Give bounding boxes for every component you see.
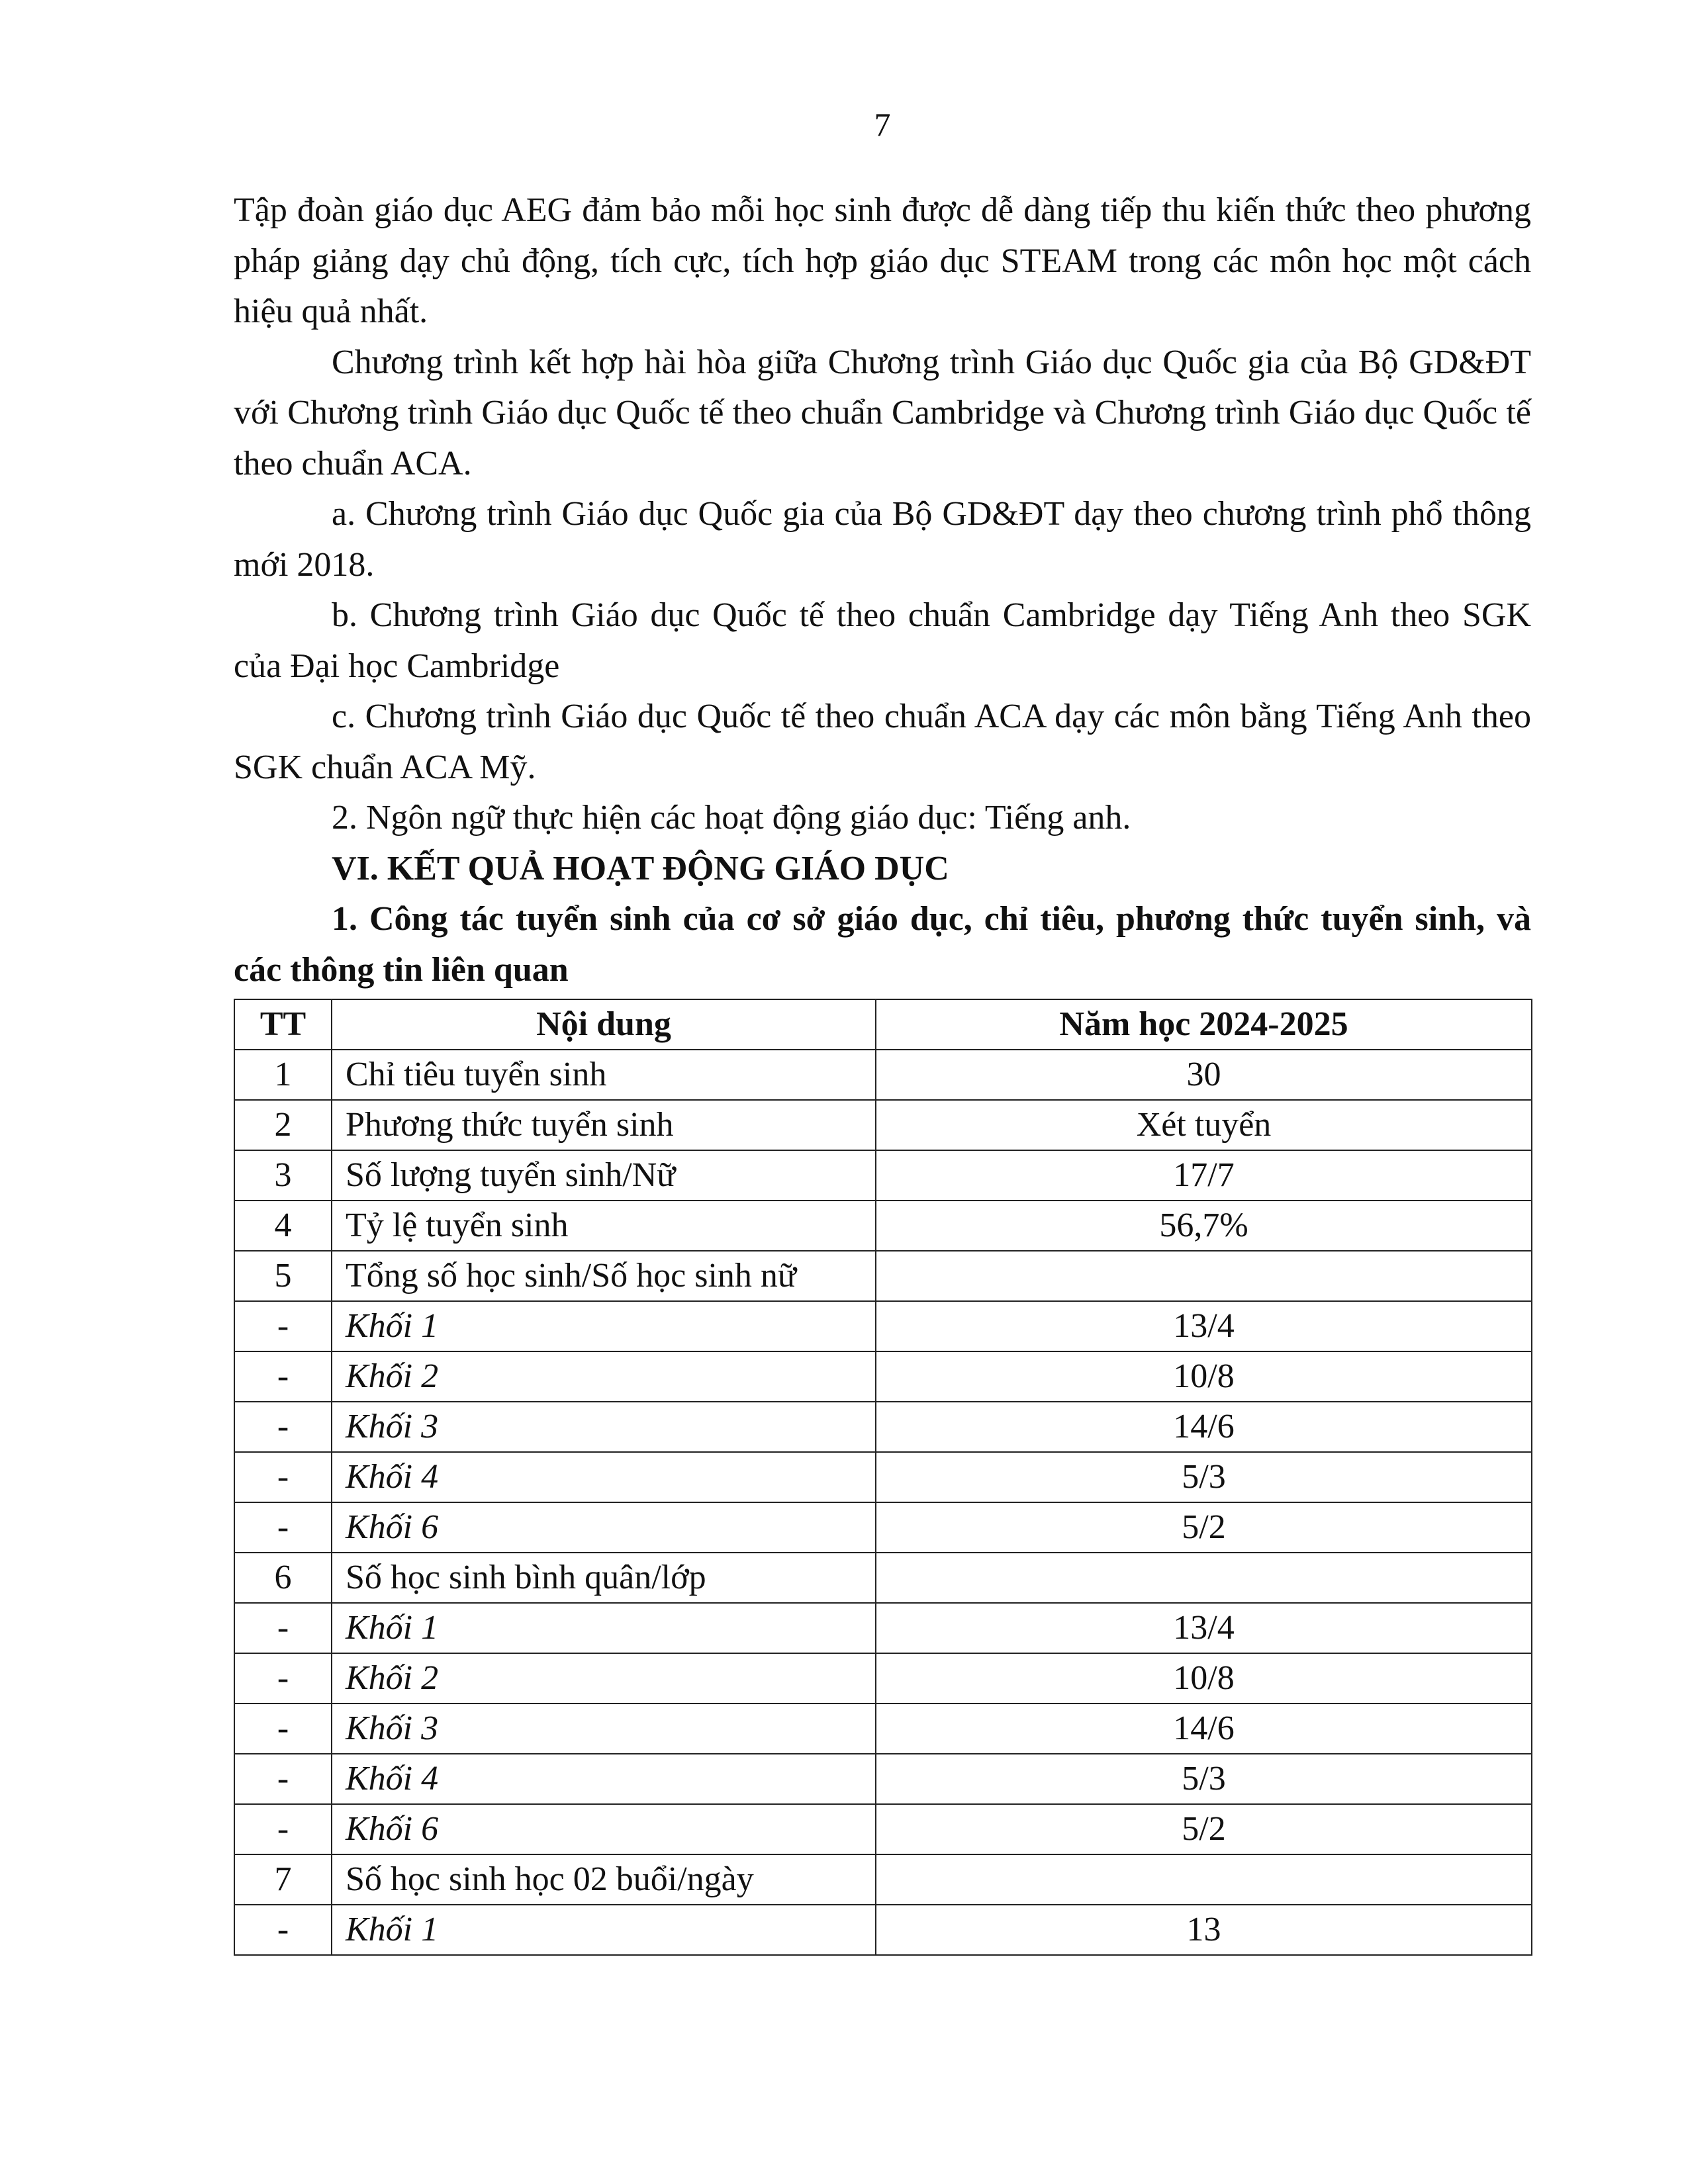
row-content-cell: Khối 4	[332, 1452, 876, 1502]
row-tt-cell: -	[234, 1502, 332, 1553]
row-value-cell: 5/3	[876, 1452, 1532, 1502]
table-row	[234, 1905, 1532, 1955]
row-value-cell: 13	[876, 1905, 1532, 1955]
row-content-cell: Tỷ lệ tuyển sinh	[332, 1201, 876, 1251]
row-value-cell	[876, 1854, 1532, 1905]
row-content-cell: Khối 3	[332, 1402, 876, 1452]
table-row	[234, 1502, 1532, 1553]
paragraph-language: 2. Ngôn ngữ thực hiện các hoạt động giáo dục: Tiếng anh.	[332, 799, 1131, 837]
row-tt-cell: -	[234, 1301, 332, 1351]
row-tt-cell: 5	[234, 1251, 332, 1301]
row-value-cell: 56,7%	[876, 1201, 1532, 1251]
paragraph-program-combination: Chương trình kết hợp hài hòa giữa Chương trình Giáo dục Quốc gia của Bộ GD&ĐT với Chương trình Giáo dục Quốc tế theo chuẩn Cambridge và Chương trình Giáo dục Quốc tế theo chuẩn ACA.	[234, 343, 1531, 482]
row-value-cell: 30	[876, 1050, 1532, 1100]
row-content-cell: Khối 4	[332, 1754, 876, 1804]
row-tt-cell: -	[234, 1804, 332, 1854]
table-row	[234, 1452, 1532, 1502]
table-body	[234, 1050, 1532, 1955]
row-content-cell: Số học sinh bình quân/lớp	[332, 1553, 876, 1603]
row-content-cell: Khối 1	[332, 1603, 876, 1653]
row-value-cell: 10/8	[876, 1351, 1532, 1402]
row-tt-cell: 4	[234, 1201, 332, 1251]
paragraph-item-a: a. Chương trình Giáo dục Quốc gia của Bộ GD&ĐT dạy theo chương trình phổ thông mới 2018.	[234, 495, 1531, 584]
header-school-year: Năm học 2024-2025	[876, 999, 1532, 1050]
row-tt-cell: -	[234, 1905, 332, 1955]
row-value-cell: 13/4	[876, 1603, 1532, 1653]
row-tt-cell: -	[234, 1452, 332, 1502]
row-value-cell: Xét tuyển	[876, 1100, 1532, 1150]
row-tt-cell: 2	[234, 1100, 332, 1150]
admissions-table	[234, 999, 1532, 1956]
row-content-cell: Tổng số học sinh/Số học sinh nữ	[332, 1251, 876, 1301]
row-tt-cell: -	[234, 1653, 332, 1704]
table-row	[234, 1351, 1532, 1402]
table-row	[234, 1050, 1532, 1100]
table-row	[234, 1150, 1532, 1201]
row-content-cell: Khối 2	[332, 1351, 876, 1402]
row-value-cell: 5/2	[876, 1804, 1532, 1854]
table-header-row	[234, 999, 1532, 1050]
row-content-cell: Khối 1	[332, 1905, 876, 1955]
page-number: 7	[874, 106, 891, 143]
row-tt-cell: 3	[234, 1150, 332, 1201]
subsection-heading: 1. Công tác tuyển sinh của cơ sở giáo dục, chỉ tiêu, phương thức tuyển sinh, và các thông tin liên quan	[234, 900, 1531, 989]
row-tt-cell: -	[234, 1402, 332, 1452]
paragraph-item-b: b. Chương trình Giáo dục Quốc tế theo chuẩn Cambridge dạy Tiếng Anh theo SGK của Đại học Cambridge	[234, 596, 1531, 685]
table-row	[234, 1603, 1532, 1653]
row-value-cell: 17/7	[876, 1150, 1532, 1201]
table-row	[234, 1201, 1532, 1251]
section-heading: VI. KẾT QUẢ HOẠT ĐỘNG GIÁO DỤC	[332, 849, 949, 887]
table-row	[234, 1653, 1532, 1704]
row-value-cell: 10/8	[876, 1653, 1532, 1704]
row-value-cell: 5/3	[876, 1754, 1532, 1804]
row-content-cell: Số học sinh học 02 buổi/ngày	[332, 1854, 876, 1905]
header-tt: TT	[234, 999, 332, 1050]
paragraph-item-c: c. Chương trình Giáo dục Quốc tế theo chuẩn ACA dạy các môn bằng Tiếng Anh theo SGK chuẩn ACA Mỹ.	[234, 698, 1531, 786]
row-content-cell: Khối 2	[332, 1653, 876, 1704]
row-value-cell	[876, 1553, 1532, 1603]
row-tt-cell: -	[234, 1754, 332, 1804]
header-content: Nội dung	[332, 999, 876, 1050]
row-tt-cell: -	[234, 1603, 332, 1653]
row-content-cell: Chỉ tiêu tuyển sinh	[332, 1050, 876, 1100]
table-row	[234, 1704, 1532, 1754]
row-content-cell: Khối 1	[332, 1301, 876, 1351]
row-content-cell: Khối 3	[332, 1704, 876, 1754]
row-tt-cell: -	[234, 1351, 332, 1402]
row-value-cell: 5/2	[876, 1502, 1532, 1553]
table-row	[234, 1553, 1532, 1603]
row-value-cell: 13/4	[876, 1301, 1532, 1351]
row-content-cell: Phương thức tuyển sinh	[332, 1100, 876, 1150]
row-value-cell: 14/6	[876, 1704, 1532, 1754]
table-row	[234, 1100, 1532, 1150]
row-tt-cell: 7	[234, 1854, 332, 1905]
row-content-cell: Số lượng tuyển sinh/Nữ	[332, 1150, 876, 1201]
row-value-cell	[876, 1251, 1532, 1301]
table-row	[234, 1251, 1532, 1301]
table-row	[234, 1854, 1532, 1905]
row-tt-cell: 6	[234, 1553, 332, 1603]
table-row	[234, 1804, 1532, 1854]
row-content-cell: Khối 6	[332, 1502, 876, 1553]
row-tt-cell: 1	[234, 1050, 332, 1100]
table-row	[234, 1754, 1532, 1804]
row-value-cell: 14/6	[876, 1402, 1532, 1452]
row-content-cell: Khối 6	[332, 1804, 876, 1854]
paragraph-aeg-method: Tập đoàn giáo dục AEG đảm bảo mỗi học sinh được dễ dàng tiếp thu kiến thức theo phương pháp giảng dạy chủ động, tích cực, tích hợp giáo dục STEAM trong các môn học một cách hiệu quả nhất.	[234, 191, 1531, 330]
table-row	[234, 1402, 1532, 1452]
row-tt-cell: -	[234, 1704, 332, 1754]
body-text	[234, 185, 1531, 995]
table-row	[234, 1301, 1532, 1351]
